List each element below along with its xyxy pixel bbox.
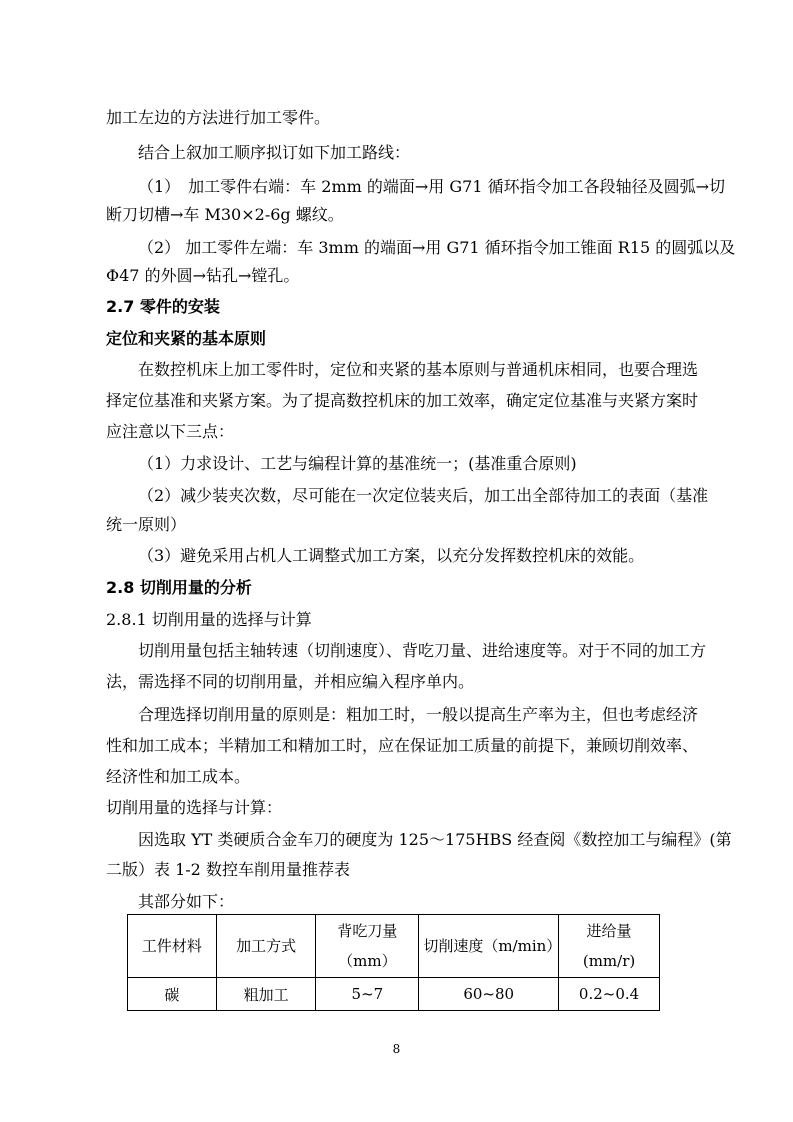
cell-feed: 0.2~0.4 [559,978,660,1011]
paragraph-line: 因选取 YT 类硬质合金车刀的硬度为 125～175HBS 经查阅《数控加工与编程》(第 [138,830,732,849]
table-header-row [128,915,660,978]
list-item-line: 统一原则） [106,515,187,534]
section-heading-2-8: 2.8 切削用量的分析 [106,578,252,597]
header-feed-label: 进给量 [586,922,632,940]
subsection-heading-2-8-1: 2.8.1 切削用量的选择与计算 [106,610,312,629]
header-cell-material: 工件材料 [128,915,217,978]
paragraph-line: 结合上叙加工顺序拟订如下加工路线： [138,143,411,162]
table-row [128,978,660,1011]
list-item-line: （1） 加工零件右端：车 2mm 的端面→用 G71 循环指令加工各段轴径及圆弧→切 [138,177,726,196]
cell-depth: 5~7 [316,978,419,1011]
section-heading-2-7: 2.7 零件的安装 [106,297,220,316]
list-item-line: （2）减少装夹次数，尽可能在一次定位装夹后，加工出全部待加工的表面（基准 [138,486,709,505]
paragraph-line: 性和加工成本；半精加工和精加工时，应在保证加工质量的前提下，兼顾切削效率、 [106,736,699,755]
paragraph-line: 切削用量的选择与计算： [106,798,283,817]
list-item-line: （2） 加工零件左端：车 3mm 的端面→用 G71 循环指令加工锥面 R15 的圆弧以及 [138,238,736,257]
header-depth-label: 背吃刀量 [337,922,398,940]
cell-material: 碳 [128,978,217,1011]
paragraph-line: 法，需选择不同的切削用量，并相应编入程序单内。 [106,672,475,691]
header-cell-depth [316,915,419,978]
header-feed-unit: (mm/r) [582,952,636,970]
cell-method: 粗加工 [216,978,316,1011]
header-depth-unit: （mm） [338,952,397,970]
list-item-line: Φ47 的外圆→钻孔→镗孔。 [106,266,300,285]
header-cell-speed: 切削速度（m/min） [419,915,559,978]
paragraph-line: 经济性和加工成本。 [106,767,251,786]
cutting-parameters-table [127,914,660,1011]
paragraph-line: 加工左边的方法进行加工零件。 [106,108,331,127]
header-cell-method: 加工方式 [216,915,316,978]
paragraph-line: 合理选择切削用量的原则是：粗加工时，一般以提高生产率为主，但也考虑经济 [138,705,699,724]
list-item-line: （3）避免采用占机人工调整式加工方案，以充分发挥数控机床的效能。 [138,546,645,565]
header-cell-feed [559,915,660,978]
list-item-line: （1）力求设计、工艺与编程计算的基准统一；(基准重合原则) [138,454,577,473]
paragraph-line: 其部分如下： [138,892,235,911]
paragraph-line: 切削用量包括主轴转速（切削速度）、背吃刀量、进给速度等。对于不同的加工方 [138,641,707,660]
subheading-positioning: 定位和夹紧的基本原则 [106,329,267,348]
paragraph-line: 二版）表 1-2 数控车削用量推荐表 [106,860,350,879]
paragraph-line: 择定位基准和夹紧方案。为了提高数控机床的加工效率，确定定位基准与夹紧方案时 [106,391,699,410]
paragraph-line: 在数控机床上加工零件时，定位和夹紧的基本原则与普通机床相同，也要合理选 [138,360,699,379]
cell-speed: 60~80 [419,978,559,1011]
paragraph-line: 应注意以下三点： [106,422,235,441]
list-item-line: 断刀切槽→车 M30×2-6g 螺纹。 [106,205,344,224]
page-number: 8 [392,1042,401,1056]
